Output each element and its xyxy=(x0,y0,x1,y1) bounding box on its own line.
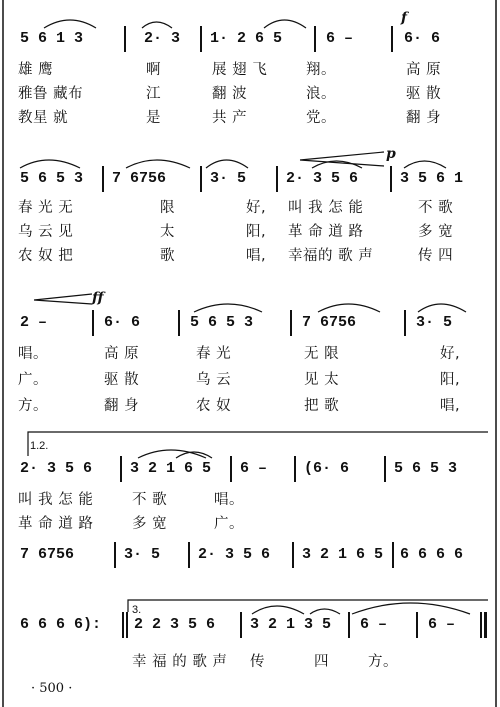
lyric: 限 xyxy=(160,200,175,216)
lyric: 无 限 xyxy=(304,346,340,362)
lyric: 太 xyxy=(160,224,175,240)
slur xyxy=(206,160,248,168)
lyric: 是 xyxy=(146,110,161,126)
lyric: 唱。 xyxy=(18,346,48,362)
lyric: 歌 xyxy=(160,248,175,264)
slur xyxy=(194,304,262,312)
lyric: 方。 xyxy=(368,654,398,670)
lyric: 传 xyxy=(250,654,265,670)
slur xyxy=(418,304,466,312)
measure-2: 2· 3 xyxy=(144,30,181,47)
volta-bracket xyxy=(128,600,488,612)
measure-10: 3 5 6 1 xyxy=(400,170,464,187)
slur xyxy=(318,304,380,312)
lyric: 叫 我 怎 能 xyxy=(18,492,94,508)
lyric: 唱, xyxy=(246,248,267,264)
lyric: 高 原 xyxy=(104,346,140,362)
lyric: 唱。 xyxy=(214,492,244,508)
lyric: 不 歌 xyxy=(418,200,454,216)
lyric: 春 光 xyxy=(196,346,232,362)
lyric: 浪。 xyxy=(306,86,336,102)
lyric: 啊 xyxy=(146,62,161,78)
slur xyxy=(20,160,80,168)
dynamic-piano: p xyxy=(386,146,396,162)
lyric: 把 歌 xyxy=(304,398,340,414)
lyric: 阳, xyxy=(440,372,461,388)
measure-21: 7 6756 xyxy=(20,546,75,563)
measure-5: 6· 6 xyxy=(404,30,441,47)
measure-27: 2 2 3 5 6 xyxy=(134,616,216,633)
lyric: 叫 我 怎 能 xyxy=(288,200,364,216)
volta-label: 1.2. xyxy=(30,440,49,452)
lyric: 共 产 xyxy=(212,110,248,126)
lyric: 高 原 xyxy=(406,62,442,78)
measure-19: (6· 6 xyxy=(304,460,350,477)
measure-25: 6 6 6 6 xyxy=(400,546,464,563)
measure-22: 3· 5 xyxy=(124,546,161,563)
crescendo-hairpin xyxy=(300,152,384,166)
dynamic-fortissimo: ff xyxy=(92,290,104,306)
measure-11: 2 – xyxy=(20,314,48,331)
lyric: 乌 云 xyxy=(196,372,232,388)
measure-3: 1· 2 6 5 xyxy=(210,30,283,47)
lyric: 教星 就 xyxy=(18,110,69,126)
slur xyxy=(252,606,304,614)
lyric: 阳, xyxy=(246,224,267,240)
lyric: 四 xyxy=(314,654,329,670)
lyric: 驱 散 xyxy=(406,86,442,102)
measure-8: 3· 5 xyxy=(210,170,247,187)
page-number: · 500 · xyxy=(31,681,73,696)
measure-15: 3· 5 xyxy=(416,314,453,331)
measure-13: 5 6 5 3 xyxy=(190,314,254,331)
crescendo-hairpin xyxy=(34,294,92,304)
measure-28: 3 2 1 3 5 xyxy=(250,616,332,633)
lyric: 革 命 道 路 xyxy=(288,224,364,240)
measure-4: 6 – xyxy=(326,30,354,47)
lyric: 江 xyxy=(146,86,161,102)
measure-9: 2· 3 5 6 xyxy=(286,170,359,187)
lyric: 多 宽 xyxy=(418,224,454,240)
lyric: 展 翅 飞 xyxy=(212,62,268,78)
measure-30: 6 – xyxy=(428,616,456,633)
measure-20: 5 6 5 3 xyxy=(394,460,458,477)
slur xyxy=(142,22,172,28)
measure-14: 7 6756 xyxy=(302,314,357,331)
lyric: 多 宽 xyxy=(132,516,168,532)
lyric: 翻 身 xyxy=(104,398,140,414)
volta-label: 3. xyxy=(132,604,142,616)
lyric: 好, xyxy=(440,346,461,362)
measure-17: 3 2 1 6 5 xyxy=(130,460,212,477)
slur xyxy=(264,20,306,28)
lyric: 雅鲁 藏布 xyxy=(18,86,84,102)
lyric: 驱 散 xyxy=(104,372,140,388)
measure-26: 6 6 6 6): xyxy=(20,616,102,633)
measure-23: 2· 3 5 6 xyxy=(198,546,271,563)
measure-24: 3 2 1 6 5 xyxy=(302,546,384,563)
slur xyxy=(404,161,446,168)
lyric: 雄 鹰 xyxy=(18,62,54,78)
slur xyxy=(126,160,190,168)
lyric: 翻 波 xyxy=(212,86,248,102)
lyric: 乌 云 见 xyxy=(18,224,74,240)
lyric: 广。 xyxy=(18,372,48,388)
dynamic-forte: f xyxy=(401,10,408,26)
lyric: 好, xyxy=(246,200,267,216)
slur xyxy=(310,609,340,614)
lyric: 春 光 无 xyxy=(18,200,74,216)
lyric: 唱, xyxy=(440,398,461,414)
volta-bracket xyxy=(28,432,488,456)
measure-18: 6 – xyxy=(240,460,268,477)
measure-7: 7 6756 xyxy=(112,170,167,187)
lyric: 革 命 道 路 xyxy=(18,516,94,532)
lyric: 不 歌 xyxy=(132,492,168,508)
lyric: 农 奴 把 xyxy=(18,248,74,264)
lyric: 方。 xyxy=(18,398,48,414)
lyric: 翔。 xyxy=(306,62,336,78)
lyric: 传 四 xyxy=(418,248,454,264)
slur xyxy=(352,603,470,614)
lyric: 见 太 xyxy=(304,372,340,388)
measure-29: 6 – xyxy=(360,616,388,633)
measure-6: 5 6 5 3 xyxy=(20,170,84,187)
lyric: 幸 福 的 歌 声 xyxy=(132,654,228,670)
measure-16: 2· 3 5 6 xyxy=(20,460,93,477)
lyric: 农 奴 xyxy=(196,398,232,414)
slur xyxy=(44,20,96,28)
measure-12: 6· 6 xyxy=(104,314,141,331)
lyric: 幸福的 歌 声 xyxy=(288,248,374,264)
slur xyxy=(138,450,206,458)
lyric: 翻 身 xyxy=(406,110,442,126)
lyric: 党。 xyxy=(306,110,336,126)
measure-1: 5 6 1 3 xyxy=(20,30,84,47)
lyric: 广。 xyxy=(214,516,244,532)
